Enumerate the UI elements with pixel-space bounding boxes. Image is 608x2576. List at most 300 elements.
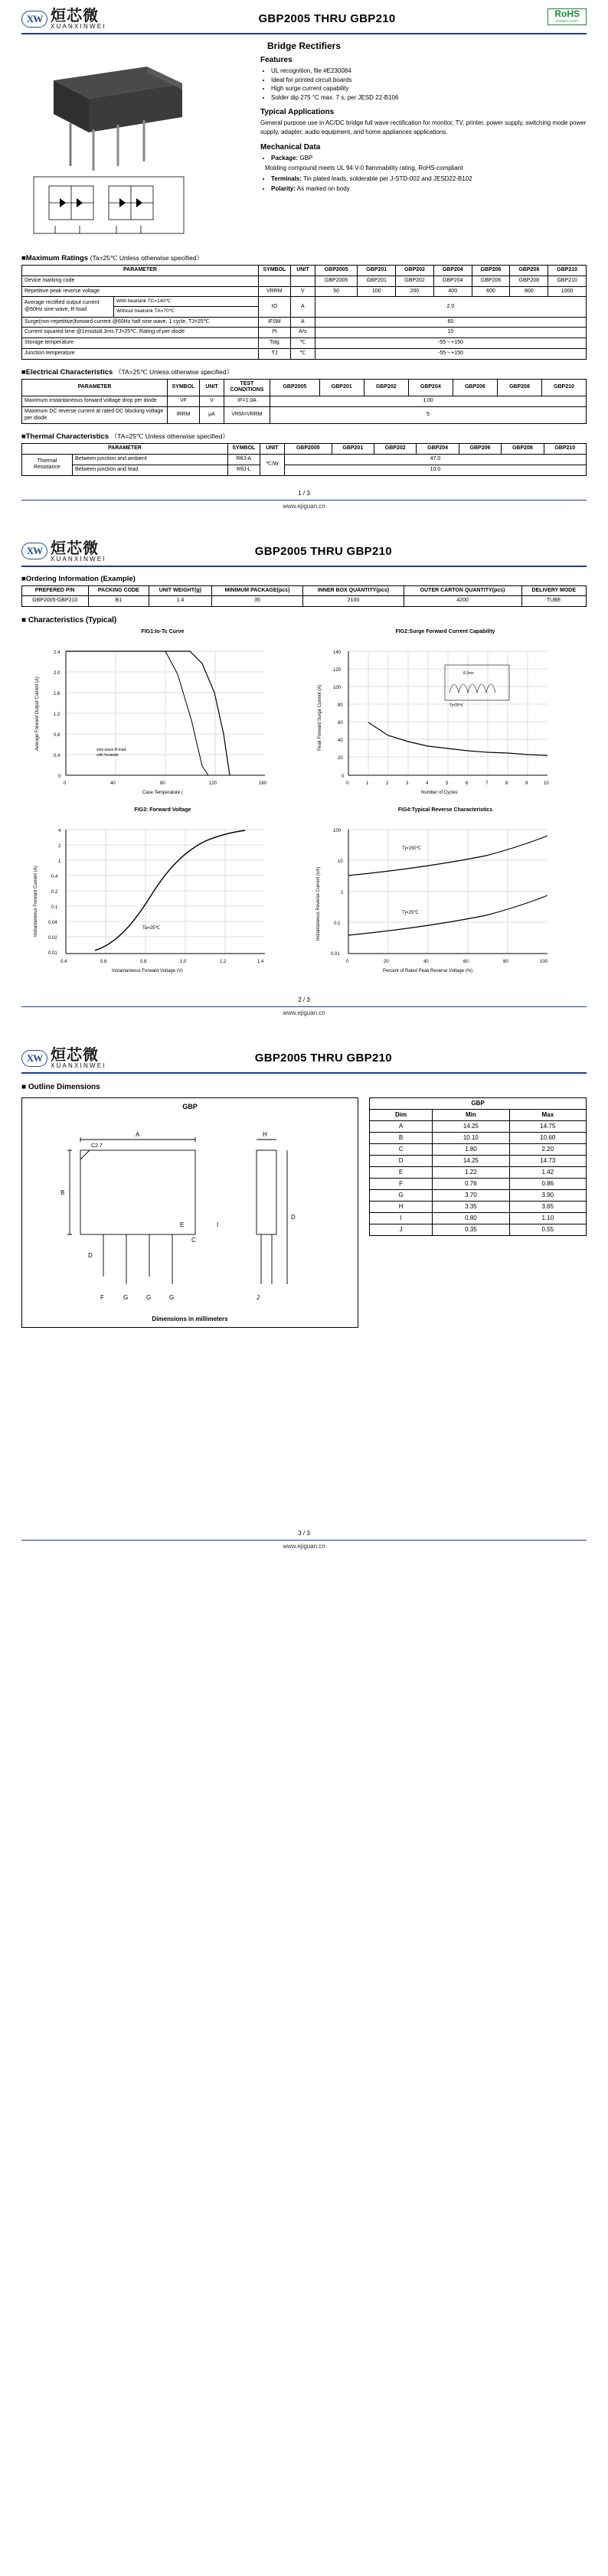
table-row — [22, 596, 587, 607]
table-header-row — [22, 266, 587, 276]
table-row — [22, 286, 587, 297]
svg-text:0.04: 0.04 — [48, 921, 57, 925]
col-parameter: PARAMETER — [22, 444, 228, 455]
electrical-characteristics-table — [21, 379, 587, 425]
col-gbp201: GBP201 — [319, 379, 364, 396]
document-subtitle: Bridge Rectifiers — [266, 41, 342, 51]
list-item: • High surge current capability — [271, 84, 587, 93]
table-row — [370, 1156, 587, 1167]
col-minimum-package: MINIMUM PACKAGE(pcs) — [211, 585, 303, 596]
col-max: Max — [509, 1110, 586, 1121]
svg-text:1.2: 1.2 — [54, 712, 60, 717]
svg-text:0.2: 0.2 — [51, 890, 58, 895]
svg-text:0.8: 0.8 — [54, 733, 60, 738]
cell-unit: A²s — [290, 328, 315, 338]
col-gbp206: GBP206 — [453, 379, 497, 396]
list-item: • Solder dip 275 °C max. 7 s, per JESD 22-B106 — [271, 93, 587, 103]
schematic-diagram — [32, 175, 251, 246]
chart-fig3-svg — [28, 814, 280, 975]
cell-unit: A — [290, 297, 315, 317]
svg-text:20: 20 — [384, 960, 389, 964]
chart-ylabel: Peak Forward Surge Current (A) — [318, 684, 322, 751]
logo-chinese-name: 烜芯微 — [51, 6, 99, 24]
cell-value: GBP204 — [433, 276, 472, 286]
table-header-row — [370, 1110, 587, 1121]
svg-text:0.8: 0.8 — [140, 960, 147, 964]
cell-symbol: IRRM — [168, 406, 200, 424]
cell-condition: IF=1.0A — [224, 396, 270, 407]
cell-outer-carton-qty: 4200 — [404, 596, 521, 607]
cell-packing-code: B1 — [88, 596, 149, 607]
col-dim: Dim — [370, 1110, 433, 1121]
cell-value: 200 — [396, 286, 434, 297]
cell-value: 600 — [472, 286, 510, 297]
cell-value-span: 47.0 — [284, 455, 586, 465]
cell-unit: A — [290, 317, 315, 328]
table-row — [22, 338, 587, 349]
svg-text:1.4: 1.4 — [257, 960, 264, 964]
svg-text:G: G — [146, 1294, 152, 1301]
cell-dim: H — [370, 1202, 433, 1213]
table-row — [22, 406, 587, 424]
logo-english-name: XUANXINWEI — [51, 1062, 106, 1069]
list-item: • Ideal for printed circuit boards — [271, 76, 587, 85]
chart-ylabel: Instantaneous Forward Current (A) — [34, 866, 38, 937]
cell-value-span: 2.0 — [315, 297, 586, 317]
svg-text:2: 2 — [58, 844, 61, 849]
cell-value: 1000 — [548, 286, 587, 297]
list-item — [271, 184, 587, 194]
cell-value: 800 — [510, 286, 548, 297]
chart-ylabel: Average Forward Output Current (A) — [35, 677, 40, 751]
cell-max: 0.86 — [509, 1179, 586, 1190]
col-outer-carton-qty: OUTER CARTON QUANTITY(pcs) — [404, 585, 521, 596]
mech-label: Terminals: — [271, 174, 302, 182]
max-ratings-table — [21, 265, 587, 360]
svg-text:D: D — [291, 1214, 296, 1221]
cell-value-span: -55～+150 — [315, 338, 586, 349]
cell-value-span: -55～+150 — [315, 348, 586, 359]
cell-parameter: Maximum instantaneous forward voltage drop per diode — [22, 396, 168, 407]
cell-value-span: 1.00 — [270, 396, 587, 407]
svg-text:0: 0 — [342, 774, 345, 779]
svg-text:120: 120 — [209, 781, 217, 786]
svg-text:0: 0 — [346, 781, 349, 786]
cell-unit: V — [200, 396, 224, 407]
cell-symbol: IO — [258, 297, 290, 317]
ordering-title-text: Ordering Information (Example) — [25, 574, 136, 583]
cell-unit: V — [290, 286, 315, 297]
table-row — [22, 328, 587, 338]
page-1 — [0, 0, 608, 510]
cell-subcondition: With heatsink TC=140℃ — [114, 297, 259, 307]
company-logo — [21, 540, 106, 562]
svg-text:2.0: 2.0 — [54, 671, 60, 676]
svg-text:1: 1 — [58, 859, 61, 864]
cell-dim: J — [370, 1224, 433, 1236]
outline-drawing — [21, 1097, 358, 1328]
cell-value: 50 — [315, 286, 357, 297]
features-list — [260, 67, 587, 102]
mech-text: Molding compound meets UL 94 V-0 flammability rating, RoHS-compliant — [265, 165, 463, 172]
mechanical-list — [260, 154, 587, 194]
cell-parameter: Surge(non-repetitive)forward current @60Hz half sine wave, 1 cycle, TJ=25℃ — [22, 317, 259, 328]
logo-chinese-name: 烜芯微 — [51, 1045, 99, 1064]
cell-condition: VRM=VRRM — [224, 406, 270, 424]
table-header-row — [22, 379, 587, 396]
svg-text:7: 7 — [485, 781, 489, 786]
cell-dim: I — [370, 1213, 433, 1224]
cell-dim: C — [370, 1144, 433, 1156]
svg-text:0: 0 — [346, 960, 349, 964]
logo-mark-icon: XW — [21, 1050, 47, 1067]
table-row — [22, 317, 587, 328]
mech-text: GBP — [298, 154, 313, 161]
col-gbp210: GBP210 — [544, 444, 586, 455]
svg-text:0.1: 0.1 — [334, 921, 341, 926]
svg-text:80: 80 — [503, 960, 508, 964]
chart-fig2 — [304, 626, 587, 804]
svg-text:100: 100 — [333, 829, 342, 833]
logo-mark-icon: XW — [21, 11, 47, 28]
cell-symbol: I²t — [258, 328, 290, 338]
cell-value-span: 10.0 — [284, 465, 586, 475]
svg-text:I: I — [217, 1221, 219, 1228]
table-header-row — [22, 444, 587, 455]
cell-parameter: Maximum DC reverse current at rated DC blocking voltage per diode — [22, 406, 168, 424]
svg-text:1.0: 1.0 — [180, 960, 187, 964]
chart-ylabel: Instantaneous Reverse Current (uA) — [316, 866, 321, 941]
svg-text:0.6: 0.6 — [100, 960, 107, 964]
svg-text:B: B — [60, 1189, 65, 1196]
cell-unit-weight: 1.4 — [149, 596, 211, 607]
elec-char-title: ■Electrical Characteristics （TA=25℃ Unless otherwise specified） — [21, 367, 234, 377]
table-row — [370, 1202, 587, 1213]
cell-min: 0.80 — [433, 1213, 509, 1224]
col-gbp210: GBP210 — [541, 379, 586, 396]
chart-title: FIG4:Typical Reverse Characteristics — [397, 807, 493, 813]
max-ratings-title-text: Maximum Ratings — [25, 254, 89, 262]
svg-text:0.1: 0.1 — [51, 905, 58, 910]
rohs-label: RoHS — [548, 8, 587, 19]
cell-unit: μA — [200, 406, 224, 424]
table-row — [370, 1190, 587, 1202]
ordering-information-table — [21, 585, 587, 608]
svg-text:C2.7: C2.7 — [91, 1143, 103, 1149]
cell-dim: A — [370, 1121, 433, 1133]
chart-xlabel: Percent of Rated Peak Reverse Voltage (%) — [383, 969, 473, 973]
svg-text:120: 120 — [333, 668, 342, 673]
dimension-table — [369, 1097, 587, 1236]
table-header-row — [22, 585, 587, 596]
package-photo — [32, 59, 251, 175]
table-row — [22, 297, 587, 307]
dimension-caption: Dimensions in millimeters — [152, 1316, 228, 1322]
svg-text:A: A — [136, 1131, 140, 1138]
svg-text:0.01: 0.01 — [331, 952, 340, 957]
cell-symbol — [258, 276, 290, 286]
features-heading: Features — [260, 56, 293, 64]
characteristics-title-text: Characteristics (Typical) — [28, 616, 117, 624]
col-unit: UNIT — [200, 379, 224, 396]
cell-value: GBP201 — [358, 276, 396, 286]
cell-max: 14.73 — [509, 1156, 586, 1167]
website-link[interactable]: www.ejiguan.cn — [21, 1006, 587, 1016]
svg-text:4: 4 — [426, 781, 429, 786]
cell-value: 400 — [433, 286, 472, 297]
package-name: GBP — [182, 1103, 198, 1110]
cell-value: 100 — [358, 286, 396, 297]
page-title: GBP2005 THRU GBP210 — [254, 1052, 392, 1065]
cell-parameter: Average rectified output current @60Hz sine wave, R-load — [22, 297, 114, 317]
col-symbol: SYMBOL — [168, 379, 200, 396]
table-row — [370, 1121, 587, 1133]
cell-group-label: Thermal Resistance — [22, 455, 73, 476]
svg-text:with heatsink: with heatsink — [96, 753, 119, 758]
table-row — [22, 396, 587, 407]
svg-text:100: 100 — [333, 686, 342, 690]
page-title: GBP2005 THRU GBP210 — [258, 12, 396, 25]
svg-text:40: 40 — [338, 739, 343, 743]
cell-value: GBP208 — [510, 276, 548, 286]
col-gbp208: GBP208 — [502, 444, 544, 455]
col-inner-box-qty: INNER BOX QUANTITY(pcs) — [303, 585, 404, 596]
svg-text:1.2: 1.2 — [220, 960, 227, 964]
table-row — [370, 1144, 587, 1156]
table-row — [370, 1213, 587, 1224]
col-gbp202: GBP202 — [396, 266, 434, 276]
cell-dim: F — [370, 1179, 433, 1190]
chart-series-label-hot: Tj=150℃ — [402, 846, 422, 851]
col-prefered-pn: PREFERED P/N — [22, 585, 89, 596]
col-parameter: PARAMETER — [22, 266, 259, 276]
chart-fig4-svg — [310, 814, 563, 975]
cell-parameter: Between junction and lead — [73, 465, 228, 475]
cell-symbol: RθJ-L — [227, 465, 260, 475]
cell-symbol: RθJ-A — [227, 455, 260, 465]
cell-dim: D — [370, 1156, 433, 1167]
svg-text:0.4: 0.4 — [60, 960, 67, 964]
svg-text:1.6: 1.6 — [54, 692, 60, 696]
col-symbol: SYMBOL — [227, 444, 260, 455]
svg-text:0.4: 0.4 — [51, 875, 58, 879]
cell-value: GBP210 — [548, 276, 587, 286]
svg-text:Tj=25℃: Tj=25℃ — [449, 703, 464, 708]
max-ratings-title-note: (Ta=25℃ Unless otherwise specified） — [90, 254, 203, 262]
chart-fig1-svg — [28, 636, 280, 797]
col-gbp208: GBP208 — [497, 379, 541, 396]
chart-fig3 — [21, 804, 304, 983]
mech-label: Polarity: — [271, 185, 296, 193]
logo-mark-icon: XW — [21, 543, 47, 559]
cell-parameter: Junction temperature — [22, 348, 259, 359]
cell-max: 10.60 — [509, 1133, 586, 1144]
chart-series-label-room: Tj=25℃ — [402, 911, 419, 915]
mech-text: Tin plated leads, solderable per J-STD-002 and JESD22-B102 — [301, 174, 472, 182]
table-header-row — [370, 1098, 587, 1110]
svg-text:1: 1 — [366, 781, 369, 786]
svg-text:60: 60 — [463, 960, 469, 964]
svg-text:G: G — [169, 1294, 175, 1301]
svg-text:0: 0 — [64, 781, 67, 786]
svg-text:0.02: 0.02 — [48, 936, 57, 941]
cell-min: 10.10 — [433, 1133, 509, 1144]
col-gbp210: GBP210 — [548, 266, 587, 276]
logo-english-name: XUANXINWEI — [51, 555, 106, 562]
cell-value-span: 60 — [315, 317, 586, 328]
svg-text:40: 40 — [423, 960, 429, 964]
col-gbp208: GBP208 — [510, 266, 548, 276]
page-3 — [0, 1039, 608, 1550]
list-item — [265, 164, 587, 173]
company-logo — [21, 8, 106, 30]
cell-max: 3.65 — [509, 1202, 586, 1213]
page-number: 2 / 3 — [298, 996, 310, 1003]
cell-dim: B — [370, 1133, 433, 1144]
svg-text:3: 3 — [406, 781, 409, 786]
page-2 — [0, 533, 608, 1017]
svg-text:140: 140 — [333, 651, 342, 655]
svg-text:80: 80 — [338, 703, 343, 708]
svg-text:5: 5 — [446, 781, 449, 786]
ordering-title: ■Ordering Information (Example) — [21, 574, 136, 583]
cell-min: 14.25 — [433, 1156, 509, 1167]
dim-group-label: GBP — [370, 1098, 587, 1110]
svg-text:160: 160 — [259, 781, 267, 786]
cell-parameter: Between junction and ambient — [73, 455, 228, 465]
company-logo — [21, 1047, 106, 1069]
cell-max: 3.90 — [509, 1190, 586, 1202]
cell-max: 1.10 — [509, 1213, 586, 1224]
logo-english-name: XUANXINWEI — [51, 23, 106, 30]
svg-text:60: 60 — [338, 721, 343, 726]
cell-symbol: IFSM — [258, 317, 290, 328]
cell-min: 3.35 — [433, 1202, 509, 1213]
svg-text:9: 9 — [525, 781, 528, 786]
svg-text:sine wave R-load: sine wave R-load — [96, 748, 126, 752]
col-gbp204: GBP204 — [433, 266, 472, 276]
chart-title: FIG3: Forward Voltage — [134, 807, 191, 813]
thermal-characteristics-table — [21, 443, 587, 475]
document-header — [21, 1047, 587, 1074]
document-header — [21, 540, 587, 567]
dimension-table-wrap — [369, 1097, 587, 1328]
cell-unit: ℃ — [290, 338, 315, 349]
mech-label: Package: — [271, 154, 299, 161]
cell-symbol: VF — [168, 396, 200, 407]
svg-text:40: 40 — [110, 781, 116, 786]
col-gbp2005: GBP2005 — [270, 379, 320, 396]
characteristic-charts — [21, 626, 587, 983]
svg-text:C: C — [191, 1237, 196, 1244]
table-row — [22, 348, 587, 359]
cell-parameter: Repetitive peak reverse voltage — [22, 286, 259, 297]
svg-text:4: 4 — [58, 829, 61, 833]
svg-text:2.4: 2.4 — [54, 651, 60, 655]
col-unit-weight: UNIT WEIGHT(g) — [149, 585, 211, 596]
table-row — [22, 276, 587, 286]
table-row — [22, 455, 587, 465]
chart-fig4 — [304, 804, 587, 983]
svg-text:6: 6 — [466, 781, 469, 786]
chart-xlabel: Case Temperature ( — [142, 791, 183, 795]
cell-dim: G — [370, 1190, 433, 1202]
col-gbp202: GBP202 — [364, 379, 408, 396]
outline-title-text: Outline Dimensions — [28, 1083, 100, 1091]
cell-symbol: VRRM — [258, 286, 290, 297]
svg-text:10: 10 — [338, 859, 343, 864]
cell-value: GBP206 — [472, 276, 510, 286]
logo-chinese-name: 烜芯微 — [51, 538, 99, 557]
svg-text:8: 8 — [505, 781, 508, 786]
list-item — [271, 174, 587, 184]
chart-annotation: Ta=25℃ — [142, 926, 161, 931]
page-number: 3 / 3 — [298, 1530, 310, 1537]
rohs-compliant-label: COMPLIANT — [548, 19, 587, 25]
col-unit: UNIT — [260, 444, 284, 455]
chart-xlabel: Number of Cycles — [421, 791, 458, 795]
thermal-char-title: ■Thermal Characteristics （TA=25℃ Unless otherwise specified） — [21, 432, 229, 442]
list-item: • UL recognition, file #E230084 — [271, 67, 587, 76]
list-item — [271, 154, 587, 163]
cell-value: GBP2005 — [315, 276, 357, 286]
cell-min: 14.25 — [433, 1121, 509, 1133]
characteristics-heading: ■ Characteristics (Typical) — [21, 616, 117, 624]
cell-dim: E — [370, 1167, 433, 1179]
svg-text:E: E — [180, 1221, 185, 1228]
svg-text:J: J — [257, 1294, 260, 1301]
cell-parameter: Device marking code — [22, 276, 259, 286]
cell-min: 1.80 — [433, 1144, 509, 1156]
col-gbp204: GBP204 — [408, 379, 453, 396]
col-min: Min — [433, 1110, 509, 1121]
outline-heading: ■ Outline Dimensions — [21, 1083, 100, 1091]
website-link[interactable]: www.ejiguan.cn — [21, 1540, 587, 1550]
page-footer — [21, 1527, 587, 1550]
cell-max: 14.75 — [509, 1121, 586, 1133]
svg-text:100: 100 — [540, 960, 548, 964]
col-parameter: PARAMETER — [22, 379, 168, 396]
cell-value-span: 5 — [270, 406, 587, 424]
cell-parameter: Storage temperature — [22, 338, 259, 349]
svg-text:F: F — [100, 1294, 104, 1301]
cell-min: 3.70 — [433, 1190, 509, 1202]
page-footer — [21, 487, 587, 510]
elec-char-title-text: Electrical Characteristics — [25, 367, 113, 377]
col-gbp206: GBP206 — [459, 444, 501, 455]
chart-title: FIG1:Io-Tc Curve — [141, 629, 185, 634]
cell-delivery-mode: TUBE — [521, 596, 587, 607]
svg-text:0.01: 0.01 — [48, 951, 57, 956]
cell-minimum-package: 35 — [211, 596, 303, 607]
col-gbp2005: GBP2005 — [284, 444, 332, 455]
cell-value: GBP202 — [396, 276, 434, 286]
col-packing-code: PACKING CODE — [88, 585, 149, 596]
applications-text: General purpose use in AC/DC bridge full wave rectification for monitor, TV, printer, power supply, switching mode power supply, adapter, audio equipment, and home appliances applications. — [260, 119, 587, 135]
mech-text: As marked on body — [296, 185, 350, 193]
mechanical-heading: Mechanical Data — [260, 142, 321, 152]
cell-symbol: TJ — [258, 348, 290, 359]
svg-text:2: 2 — [386, 781, 389, 786]
table-row — [370, 1133, 587, 1144]
svg-text:0.4: 0.4 — [54, 754, 60, 758]
page-footer — [21, 993, 587, 1016]
svg-text:20: 20 — [338, 756, 343, 761]
table-row — [370, 1179, 587, 1190]
rohs-badge — [548, 8, 587, 25]
website-link[interactable]: www.ejiguan.cn — [21, 500, 587, 510]
col-delivery-mode: DELIVERY MODE — [521, 585, 587, 596]
